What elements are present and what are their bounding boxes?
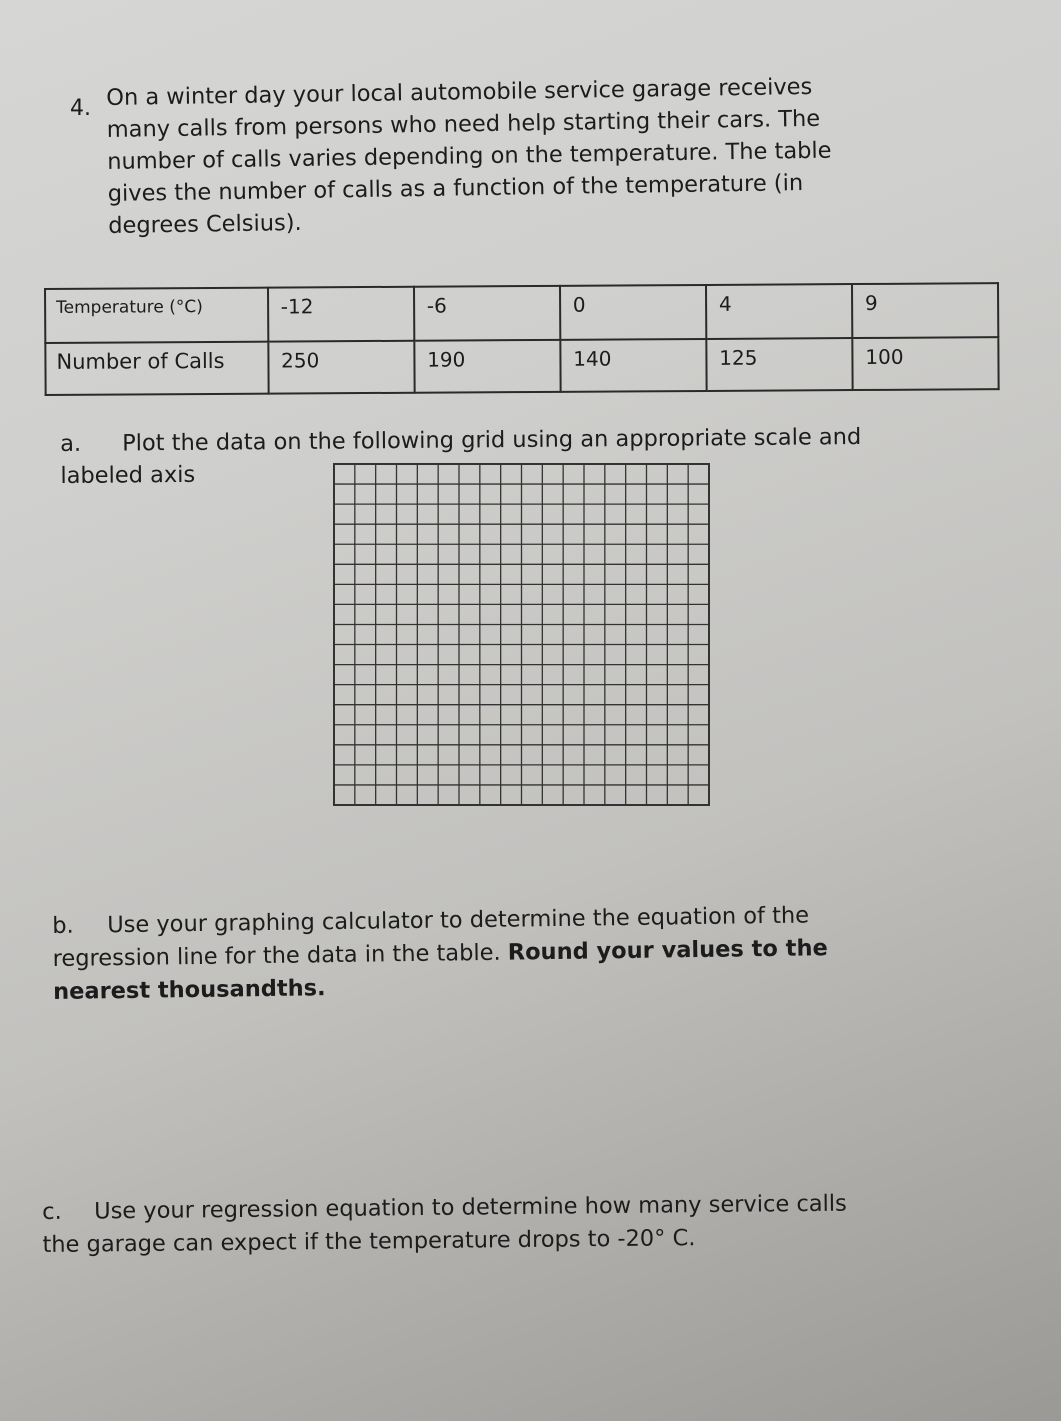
temperature-cell: -12	[268, 287, 414, 342]
temperature-cell: 9	[852, 283, 998, 338]
temperature-cell: 4	[706, 284, 852, 339]
question-text: On a winter day your local automobile service garage receives many calls from persons who need help starting their cars. The number of calls varies depending on the temperature. The table gives the number of calls as a function of the temperature (in degrees Celsius).	[106, 73, 832, 239]
calls-row	[45, 337, 998, 395]
calls-cell: 100	[852, 337, 998, 390]
question-number: 4.	[70, 96, 91, 121]
calls-cell: 250	[268, 341, 414, 394]
part-c-label: c.	[42, 1198, 62, 1225]
temperature-header: Temperature (°C)	[45, 288, 268, 343]
data-table	[44, 282, 1000, 396]
calls-cell: 190	[414, 340, 560, 393]
calls-cell: 125	[706, 338, 852, 391]
calls-cell: 140	[560, 339, 706, 392]
part-b	[52, 899, 873, 1009]
temperature-cell: 0	[560, 285, 706, 340]
calls-header: Number of Calls	[45, 342, 268, 395]
blank-plot-grid[interactable]	[333, 463, 710, 806]
part-b-bold-text: Round your values to the nearest thousandths.	[52, 935, 828, 1005]
temperature-row	[45, 283, 998, 343]
part-c-text: Use your regression equation to determine how many service calls the garage can expect if the temperature drops to -20° C.	[42, 1190, 847, 1258]
part-a-label: a.	[60, 430, 82, 457]
part-b-text: Use your graphing calculator to determine the equation of the regression line for the data in the table.	[52, 902, 810, 972]
part-c	[42, 1187, 883, 1262]
temperature-cell: -6	[414, 286, 560, 341]
part-a-text: Plot the data on the following grid using an appropriate scale and labeled axis	[60, 424, 862, 489]
part-b-label: b.	[52, 912, 74, 939]
